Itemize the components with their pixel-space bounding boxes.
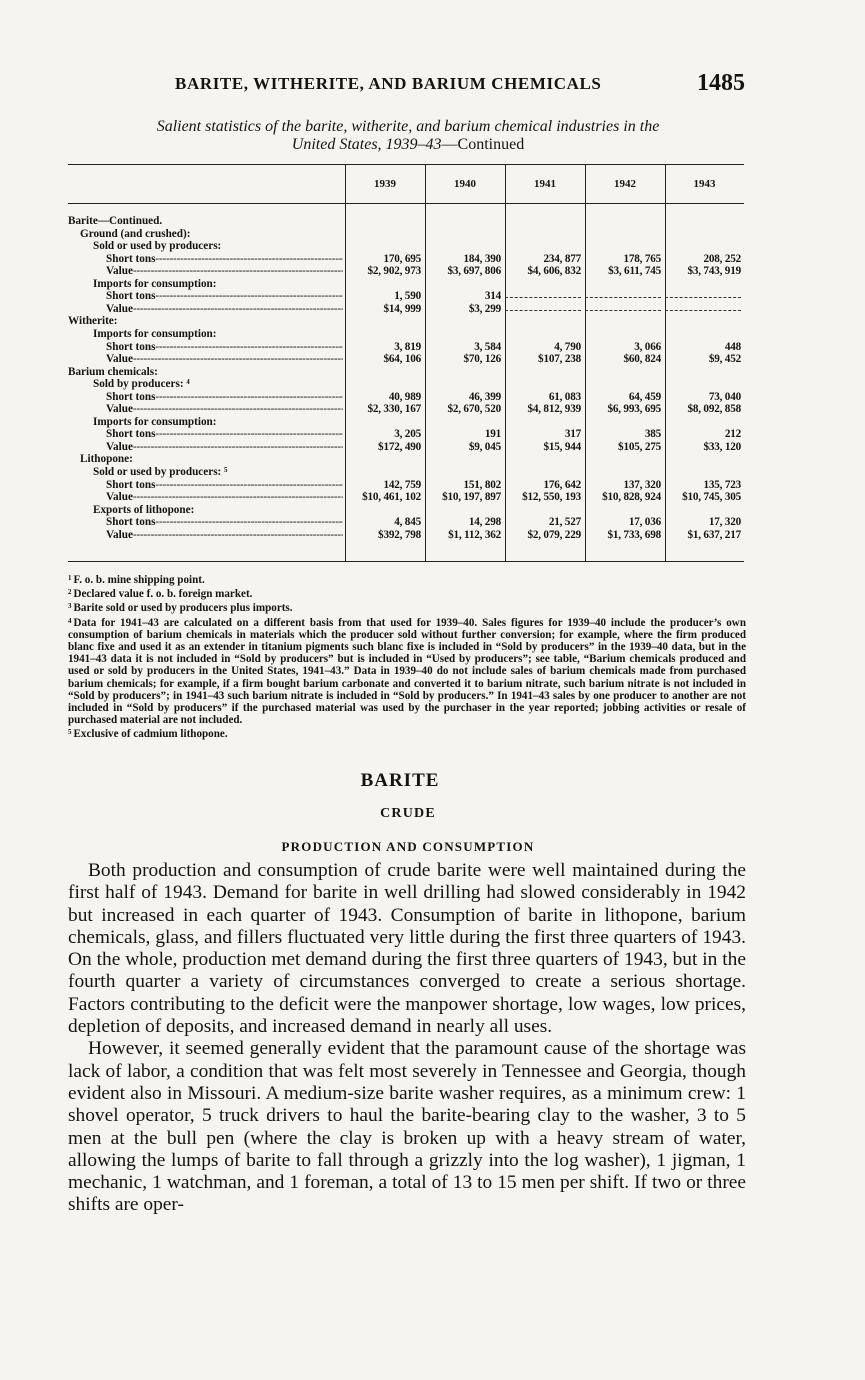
table-cell: $60, 824 xyxy=(623,353,661,366)
table-cell: $3, 697, 806 xyxy=(447,265,501,278)
empty-cell-dashes xyxy=(585,303,661,311)
subsection-heading: CRUDE xyxy=(380,806,436,821)
row-label: Imports for consumption: xyxy=(93,327,217,340)
row-label: Imports for consumption: xyxy=(93,415,217,428)
table-row xyxy=(68,491,744,503)
table-cell: 40, 989 xyxy=(388,390,421,403)
caption-line-1: Salient statistics of the barite, witherite, and barium chemical industries in the xyxy=(156,118,660,135)
table-cell: 137, 320 xyxy=(623,478,661,491)
table-cell: 4, 790 xyxy=(554,340,581,353)
table-row xyxy=(68,391,744,403)
table-row xyxy=(68,416,744,428)
table-cell: 135, 723 xyxy=(703,478,741,491)
row-label: Witherite: xyxy=(68,315,118,328)
table-cell: $4, 606, 832 xyxy=(527,265,581,278)
table-row xyxy=(68,441,744,453)
table-row xyxy=(68,328,744,340)
row-label: Short tons ----- xyxy=(106,253,343,265)
table-cell: 14, 298 xyxy=(468,516,501,529)
row-label: Value ----- xyxy=(106,441,343,453)
table-cell: 61, 083 xyxy=(548,390,581,403)
table-cell: $1, 637, 217 xyxy=(687,528,741,541)
footnote-text: F. o. b. mine shipping point. xyxy=(73,574,205,586)
table-cell: 17, 036 xyxy=(628,516,661,529)
table-cell: $6, 993, 695 xyxy=(607,403,661,416)
table-row xyxy=(68,428,744,440)
table-row xyxy=(68,253,744,265)
table-row xyxy=(68,366,744,378)
row-label: Value ----- xyxy=(106,265,343,277)
table-cell: 151, 802 xyxy=(463,478,501,491)
table-cell: $107, 238 xyxy=(538,353,581,366)
table-row xyxy=(68,453,744,465)
table-cell: 3, 205 xyxy=(394,428,421,441)
empty-cell-dashes xyxy=(665,303,741,311)
table-cell: $3, 743, 919 xyxy=(687,265,741,278)
year-header: 1939 xyxy=(374,178,396,190)
table-cell: $10, 828, 924 xyxy=(602,491,661,504)
caption-continued: —Continued xyxy=(441,136,525,153)
paragraph: However, it seemed generally evident that the paramount cause of the shortage was lack of labor, a condition that was felt most severely in Tennessee and Georgia, though evident also in Missouri. A medium-size barite washer requires, as a minimum crew: 1 shovel operator, 5 truck drivers to haul the barite-bearing clay to the washer, 3 to 5 men at the bull pen (where the clay is broken up with a heavy stream of water, allowing the lumps of barite to fall through a grizzly into the log washer), 1 jigman, 1 mechanic, 1 watchman, and 1 foreman, a total of 13 to 15 men per shift. If two or three shifts are oper- xyxy=(68,1038,746,1216)
table-cell: $8, 092, 858 xyxy=(687,403,741,416)
row-label: Sold or used by producers: xyxy=(93,240,222,253)
table-cell: $1, 733, 698 xyxy=(607,528,661,541)
table-cell: 176, 642 xyxy=(543,478,581,491)
row-label: Short tons ----- xyxy=(106,391,343,403)
row-label: Value ----- xyxy=(106,529,343,541)
row-label: Short tons ----- xyxy=(106,341,343,353)
table-cell: 73, 040 xyxy=(708,390,741,403)
table-cell: 212 xyxy=(724,428,741,441)
empty-cell-dashes xyxy=(505,290,581,298)
year-header: 1943 xyxy=(693,178,716,190)
row-label: Short tons ----- xyxy=(106,428,343,440)
table-cell: 17, 320 xyxy=(708,516,741,529)
table-cell: 1, 590 xyxy=(394,290,421,303)
table-cell: $9, 452 xyxy=(708,353,741,366)
section-heading: BARITE xyxy=(360,770,440,791)
body-text xyxy=(68,860,746,1217)
table-row xyxy=(68,290,744,302)
footnote-mark: 1 xyxy=(68,574,72,582)
table-cell: 178, 765 xyxy=(623,252,661,265)
row-label: Short tons ----- xyxy=(106,290,343,302)
table-row xyxy=(68,228,744,240)
footnote-mark: 4 xyxy=(68,616,72,625)
table-row xyxy=(68,378,744,390)
table-row xyxy=(68,516,744,528)
table-cell: 46, 399 xyxy=(468,390,501,403)
row-label: Exports of lithopone: xyxy=(93,503,195,516)
table-cell: $3, 299 xyxy=(468,302,501,315)
table-bottom-rule xyxy=(68,561,744,562)
footnote-text: Exclusive of cadmium lithopone. xyxy=(73,728,228,741)
table-cell: 317 xyxy=(564,428,581,441)
row-label: Imports for consumption: xyxy=(93,277,217,290)
running-title: BARITE, WITHERITE, AND BARIUM CHEMICALS xyxy=(175,74,602,93)
table-row xyxy=(68,240,744,252)
row-label: Value ----- xyxy=(106,491,343,503)
table-cell: $10, 197, 897 xyxy=(442,491,501,504)
table-cell: $392, 798 xyxy=(378,528,421,541)
footnote-mark: 3 xyxy=(68,602,72,611)
table-cell: 21, 527 xyxy=(548,516,581,529)
paragraph: Both production and consumption of crude barite were well maintained during the first half of 1943. Demand for barite in well drilling had slowed considerably in 1942 but increased in each quarter of 1943. Consumption of barite in lithopone, barium chemicals, glass, and fillers fluctuated very little during the first three quarters of 1943. On the whole, production met demand during the first three quarters of 1943, but in the fourth quarter a variety of circumstances converged to create a serious shortage. Factors contributing to the deficit were the manpower shortage, low wages, low prices, depletion of deposits, and increased demand in nearly all uses. xyxy=(68,860,746,1038)
table-header-rule xyxy=(68,203,744,204)
table-cell: $3, 611, 745 xyxy=(608,265,661,278)
footnote xyxy=(68,572,746,586)
table-row xyxy=(68,265,744,277)
table-cell: 170, 695 xyxy=(383,252,421,265)
table-cell: 3, 819 xyxy=(394,340,421,353)
footnote-mark: 5 xyxy=(68,728,72,737)
table-cell: 64, 459 xyxy=(628,390,661,403)
table-cell: 3, 584 xyxy=(474,340,501,353)
table-cell: $9, 045 xyxy=(468,440,501,453)
caption-title-end: United States, 1939–43 xyxy=(291,136,442,153)
empty-cell-dashes xyxy=(665,290,741,298)
table-cell: $1, 112, 362 xyxy=(448,528,501,541)
footnote-text: Data for 1941–43 are calculated on a different basis from that used for 1939–40. Sales figures for 1939–40 include the producer’s own consumption of barium chemicals in materials which the producer sold without further conversion; for example, where the firm produced blanc fixe and used it as an extender in titanium pigments such blanc fixe is included in “Sold by producers” in the 1939–40 data, but in the 1941–43 data it is not included in “Sold by producers” but is included in “Used by producers”; see table, “Barium chemicals produced and used or sold by producers in the United States, 1941–43.” Data in 1939–40 do not include sales of barium chemicals made from purchased barium chemicals; for example, if a firm bought barium carbonate and converted it to barium nitrate, such barium nitrate is not included in “Sold by producers”; in 1941–43 such barium nitrate is included in “Sold by producers.” In 1941–43 sales by one producer to another are not included in “Sold by producers” if the purchased material was used by the purchaser in the year reported; jobbing activities or resale of purchased material are not included. xyxy=(68,616,746,727)
table-cell: $14, 999 xyxy=(383,302,421,315)
footnote-mark: 2 xyxy=(68,588,72,597)
table-cell: $2, 330, 167 xyxy=(367,403,421,416)
table-cell: 4, 845 xyxy=(394,516,421,529)
table-cell: 3, 066 xyxy=(634,340,661,353)
table-cell: 385 xyxy=(644,428,661,441)
table-cell: $15, 944 xyxy=(543,440,581,453)
caption-line-2 xyxy=(68,136,748,154)
row-label: Barium chemicals: xyxy=(68,365,158,378)
table-row xyxy=(68,215,744,227)
footnote xyxy=(68,586,746,600)
table-cell: 142, 759 xyxy=(383,478,421,491)
table-row xyxy=(68,303,744,315)
table-cell: $2, 902, 973 xyxy=(367,265,421,278)
table-row xyxy=(68,315,744,327)
row-label: Value ----- xyxy=(106,303,343,315)
page-number: 1485 xyxy=(697,70,745,96)
table-cell: 184, 390 xyxy=(463,252,501,265)
table-row xyxy=(68,341,744,353)
footnotes xyxy=(68,572,746,741)
row-label: Short tons ----- xyxy=(106,479,343,491)
footnote xyxy=(68,615,746,727)
row-label: Value ----- xyxy=(106,353,343,365)
subsubsection-heading: PRODUCTION AND CONSUMPTION xyxy=(281,839,535,854)
table-cell: $33, 120 xyxy=(703,440,741,453)
row-label: Short tons ----- xyxy=(106,516,343,528)
empty-cell-dashes xyxy=(505,303,581,311)
row-label: Lithopone: xyxy=(80,453,133,466)
year-header: 1940 xyxy=(454,178,476,190)
table-cell: 234, 877 xyxy=(543,252,581,265)
table-caption xyxy=(68,118,748,154)
table-top-rule xyxy=(68,164,744,165)
table-cell: $2, 079, 229 xyxy=(527,528,581,541)
table-cell: $105, 275 xyxy=(618,440,661,453)
table-cell: $4, 812, 939 xyxy=(527,403,581,416)
table-cell: 208, 252 xyxy=(703,252,741,265)
row-label: Ground (and crushed): xyxy=(80,227,191,240)
table-cell: $10, 745, 305 xyxy=(682,491,741,504)
table-row xyxy=(68,504,744,516)
year-header: 1942 xyxy=(614,178,636,190)
footnote-text: Barite sold or used by producers plus imports. xyxy=(73,602,293,615)
table-cell: $2, 670, 520 xyxy=(447,403,501,416)
row-label: Sold by producers: ⁴ xyxy=(93,378,190,391)
table-cell: $172, 490 xyxy=(378,440,421,453)
footnote xyxy=(68,726,746,740)
table-row xyxy=(68,479,744,491)
running-head xyxy=(0,70,865,100)
table-row xyxy=(68,278,744,290)
table-cell: $12, 550, 193 xyxy=(522,491,581,504)
table-row xyxy=(68,403,744,415)
empty-cell-dashes xyxy=(585,290,661,298)
table-row xyxy=(68,466,744,478)
footnote-text: Declared value f. o. b. foreign market. xyxy=(73,588,253,601)
row-label: Barite—Continued. xyxy=(68,215,163,227)
table-cell: 314 xyxy=(484,290,501,303)
table-row xyxy=(68,529,744,541)
table-cell: $64, 106 xyxy=(383,353,421,366)
table-cell: 191 xyxy=(484,428,501,441)
table-cell: $70, 126 xyxy=(463,353,501,366)
table-cell: 448 xyxy=(724,340,741,353)
table-cell: $10, 461, 102 xyxy=(362,491,421,504)
table-row xyxy=(68,353,744,365)
footnote xyxy=(68,600,746,614)
row-label: Value ----- xyxy=(106,403,343,415)
year-header: 1941 xyxy=(534,178,556,190)
row-label: Sold or used by producers: ⁵ xyxy=(93,466,228,478)
